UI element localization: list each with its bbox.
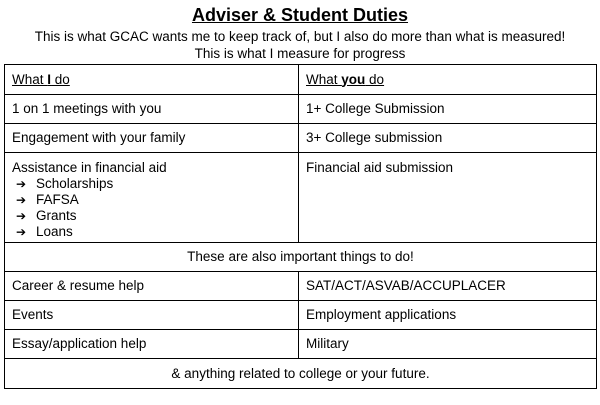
financial-aid-list	[12, 176, 291, 240]
banner-row	[5, 359, 597, 389]
adviser-duty-cell: Engagement with your family	[5, 124, 299, 153]
header-what-you-do: What you do	[299, 65, 597, 95]
list-item: ➔ Scholarships	[16, 176, 114, 191]
subtitle-progress: This is what I measure for progress	[194, 46, 406, 61]
student-duty-cell: Employment applications	[299, 301, 597, 330]
table-row	[5, 330, 597, 359]
list-item: ➔ Loans	[16, 224, 73, 239]
adviser-duty-cell: Career & resume help	[5, 272, 299, 301]
closing-banner: & anything related to college or your future.	[5, 359, 597, 389]
header-what-i-do: What I do	[5, 65, 299, 95]
subtitle-gcac: This is what GCAC wants me to keep track of, but I also do more than what is measured!	[34, 29, 566, 44]
student-duty-cell: Military	[299, 330, 597, 359]
adviser-duty-cell: Events	[5, 301, 299, 330]
financial-aid-title: Assistance in financial aid	[12, 160, 167, 175]
list-item: ➔ Grants	[16, 208, 77, 223]
adviser-duty-cell: Essay/application help	[5, 330, 299, 359]
table-row	[5, 95, 597, 124]
arrow-right-icon: ➔	[16, 209, 27, 223]
arrow-right-icon: ➔	[16, 177, 27, 191]
table-row	[5, 124, 597, 153]
financial-aid-submission-cell: Financial aid submission	[299, 153, 597, 243]
arrow-right-icon: ➔	[16, 225, 27, 239]
arrow-right-icon: ➔	[16, 193, 27, 207]
adviser-duty-cell: 1 on 1 meetings with you	[5, 95, 299, 124]
student-duty-cell: 3+ College submission	[299, 124, 597, 153]
student-duty-cell: SAT/ACT/ASVAB/ACCUPLACER	[299, 272, 597, 301]
list-item: ➔ FAFSA	[16, 192, 79, 207]
financial-aid-row	[5, 153, 597, 243]
important-things-banner: These are also important things to do!	[5, 243, 597, 272]
student-duty-cell: 1+ College Submission	[299, 95, 597, 124]
table-row	[5, 272, 597, 301]
table-header-row	[5, 65, 597, 95]
banner-row	[5, 243, 597, 272]
page-title: Adviser & Student Duties	[191, 5, 409, 25]
table-row	[5, 301, 597, 330]
duties-table	[4, 64, 597, 389]
financial-aid-assistance-cell	[5, 153, 299, 243]
